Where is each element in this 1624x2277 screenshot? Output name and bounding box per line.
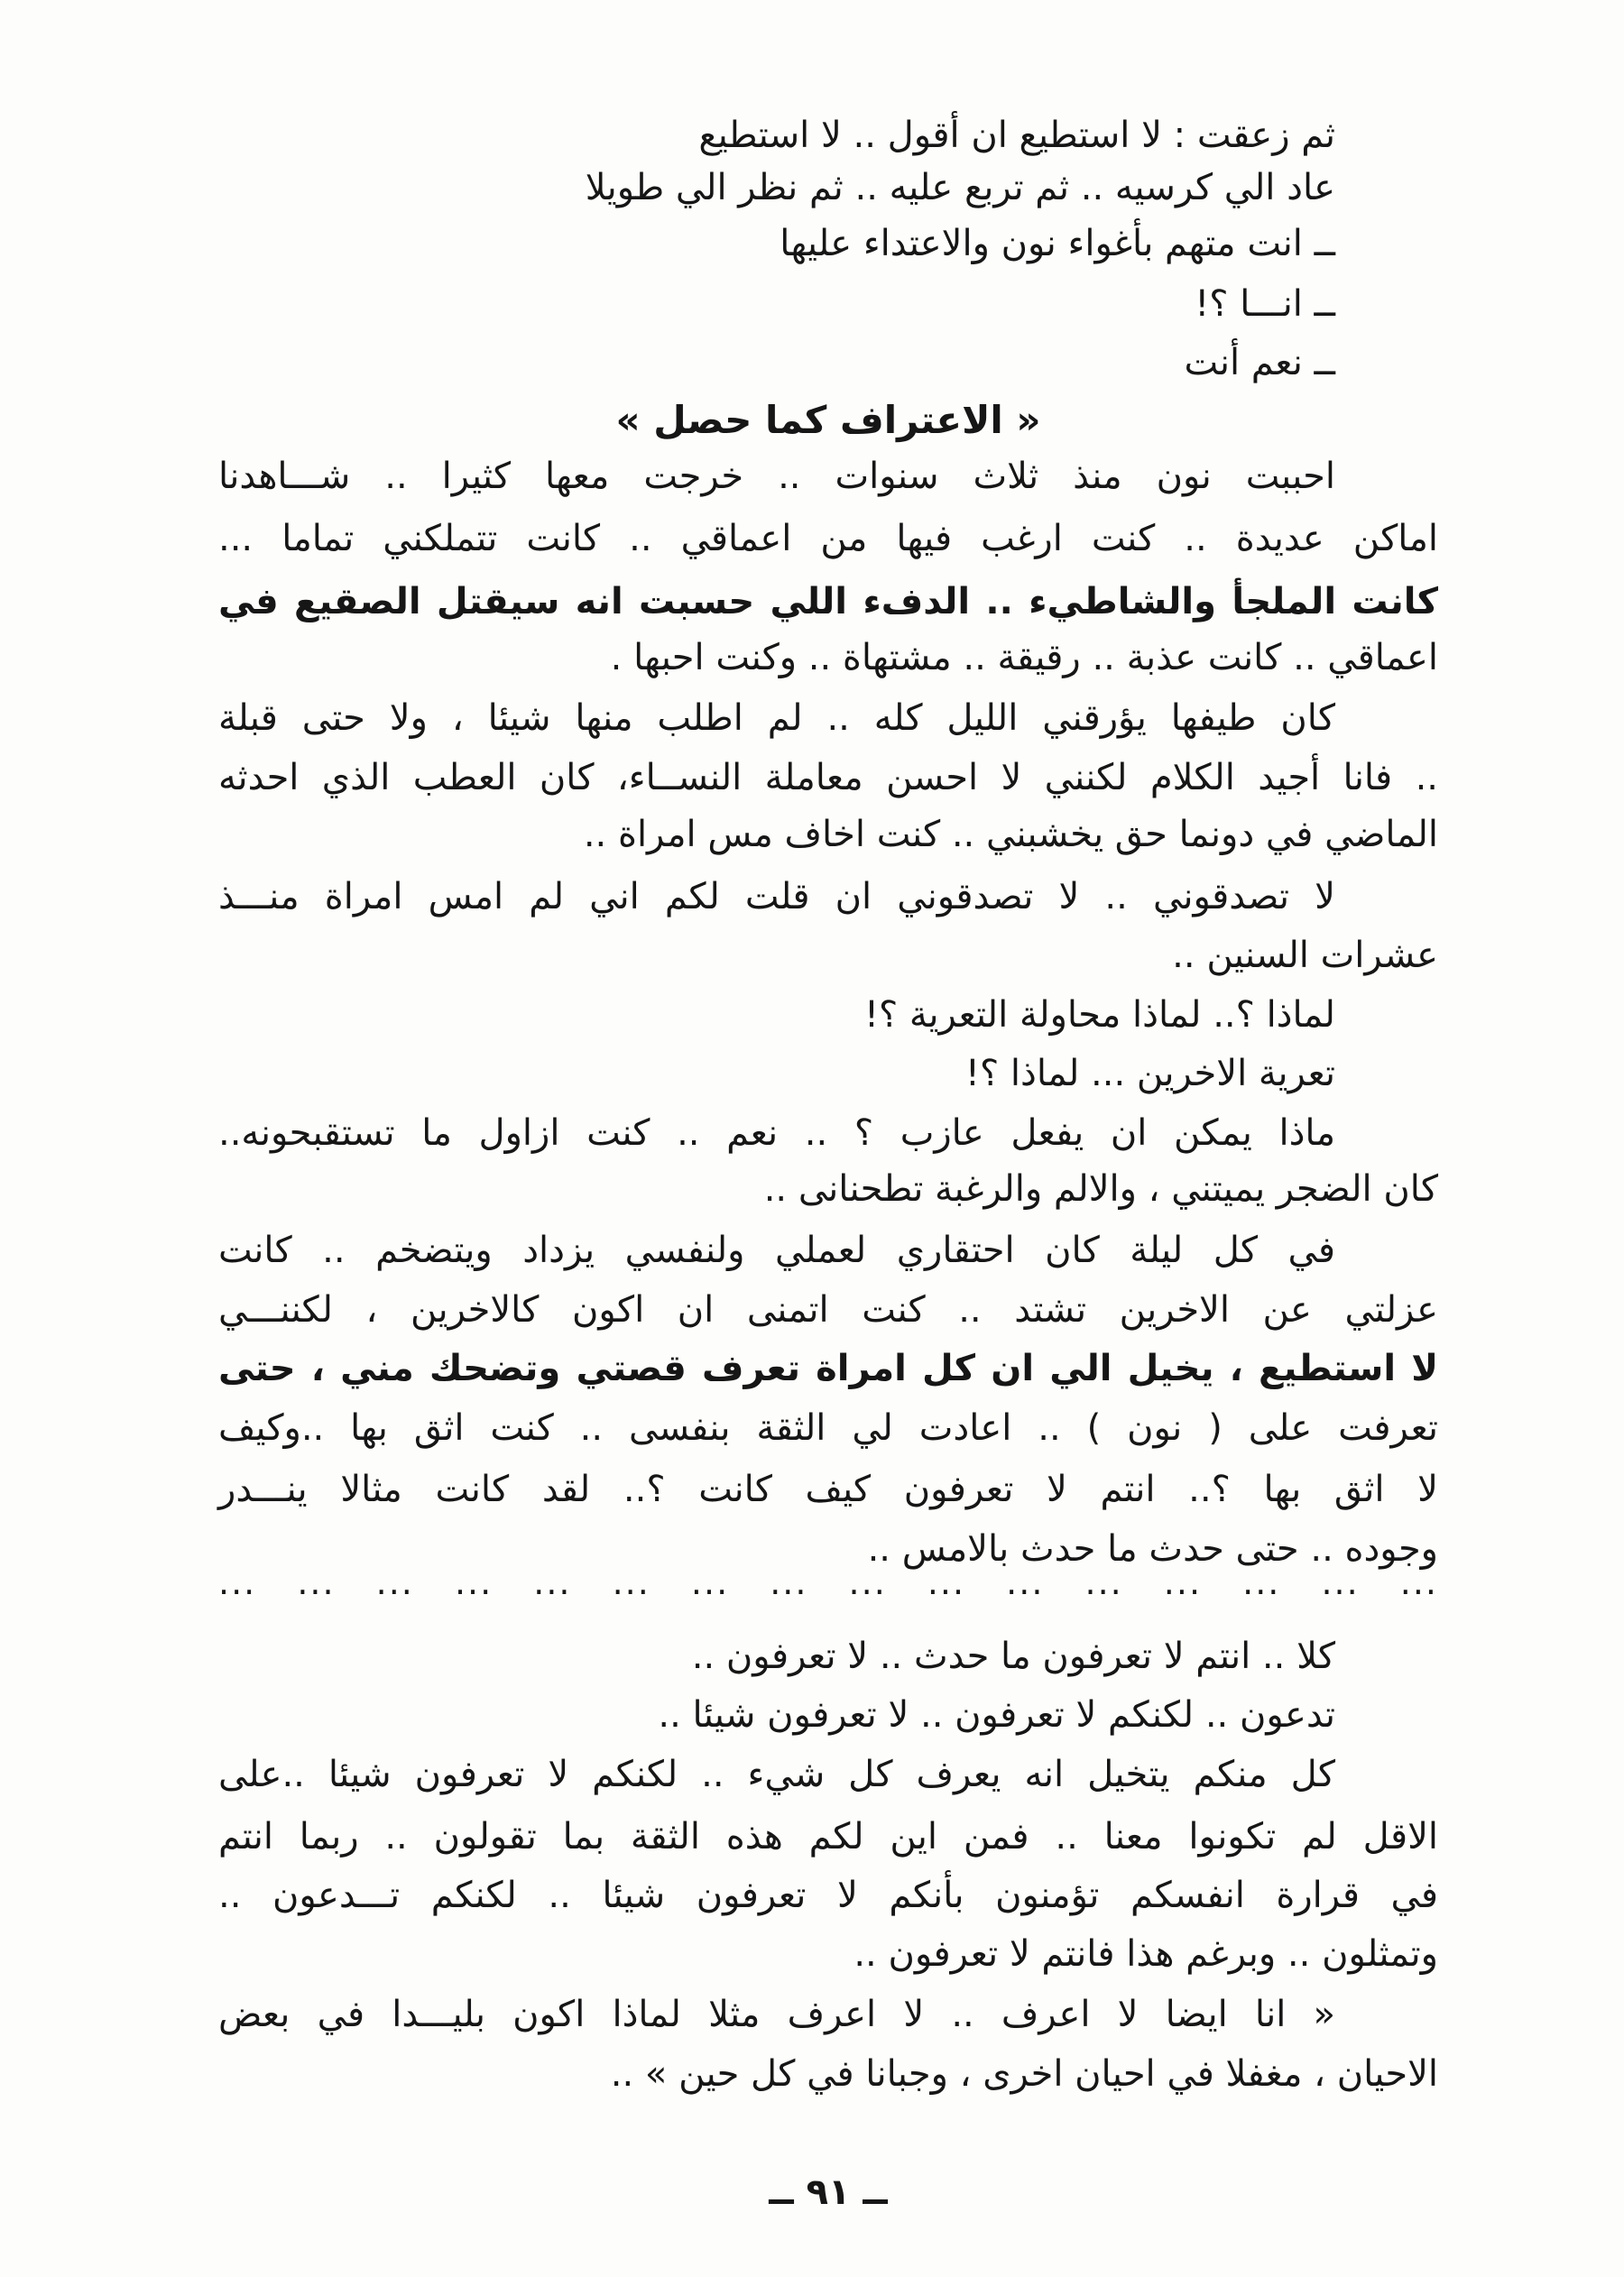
text-line: اعماقي .. كانت عذبة .. رقيقة .. مشتهاة .. وكنت احبها . [610,637,1438,678]
text-line: عشرات السنين .. [1172,935,1438,976]
text-line: عزلتي عن الاخرين تشتد .. كنت اتمنى ان اكون كالاخرين ، لكننـــي [218,1289,1438,1331]
text-line: ماذا يمكن ان يفعل عازب ؟ .. نعم .. كنت ازاول ما تستقبحونه.. [218,1112,1335,1154]
text-line: في كل ليلة كان احتقاري لعملي ولنفسي يزداد ويتضخم .. كانت [218,1230,1335,1271]
dotted-separator: ... ... ... ... ... ... ... ... ... ... ... ... ... ... ... ... [218,1563,1438,1602]
text-line: لا تصدقوني .. لا تصدقوني ان قلت لكم اني لم امس امراة منـــذ [218,876,1335,917]
text-line: .. فانا أجيد الكلام لكنني لا احسن معاملة النســاء، كان العطب الذي احدثه [218,757,1438,798]
page-number: ــ ٩١ ــ [769,2171,888,2213]
text-line: ــ انت متهم بأغواء نون والاعتداء عليها [780,223,1335,264]
text-line: وجوده .. حتى حدث ما حدث بالامس .. [867,1528,1438,1570]
text-line: كانت الملجأ والشاطيء .. الدفء اللي حسبت انه سيقتل الصقيع في [218,581,1438,622]
text-line: كلا .. انتم لا تعرفون ما حدث .. لا تعرفون .. [691,1636,1335,1677]
section-heading: « الاعتراف كما حصل » [615,398,1041,442]
text-line: لا استطيع ، يخيل الي ان كل امراة تعرف قصتي وتضحك مني ، حتى [218,1348,1438,1389]
text-line: لا اثق بها ؟.. انتم لا تعرفون كيف كانت ؟.. لقد كانت مثالا ينـــدر [218,1469,1438,1510]
text-line: الاحيان ، مغفلا في احيان اخرى ، وجبانا في كل حين » .. [610,2053,1438,2095]
text-line: وتمثلون .. وبرغم هذا فانتم لا تعرفون .. [854,1933,1438,1975]
text-line: « انا ايضا لا اعرف .. لا اعرف مثلا لماذا اكون بليـــدا في بعض [218,1994,1335,2035]
text-line: عاد الي كرسيه .. ثم تربع عليه .. ثم نظر الي طويلا [585,167,1335,208]
text-line: ــ نعم أنت [1184,342,1335,383]
text-line: ــ انـــا ؟! [1195,283,1335,325]
text-line: تدعون .. لكنكم لا تعرفون .. لا تعرفون شيئا .. [658,1694,1335,1736]
text-line: كان الضجر يميتني ، والالم والرغبة تطحنانى .. [763,1168,1438,1210]
text-line: تعرفت على ( نون ) .. اعادت لي الثقة بنفسى .. كنت اثق بها ..وكيف [218,1407,1438,1449]
text-line: الماضي في دونما حق يخشبني .. كنت اخاف مس امراة .. [583,814,1438,855]
text-line: اماكن عديدة .. كنت ارغب فيها من اعماقي .. كانت تتملكني تماما ... [218,518,1438,559]
text-line: احببت نون منذ ثلاث سنوات .. خرجت معها كثيرا .. شـــاهدنا [218,456,1335,497]
text-line: لماذا ؟.. لماذا محاولة التعرية ؟! [863,994,1335,1036]
text-line: تعرية الاخرين ... لماذا ؟! [964,1053,1335,1094]
text-line: في قرارة انفسكم تؤمنون بأنكم لا تعرفون شيئا .. لكنكم تـــدعون .. [218,1875,1438,1916]
text-line: كل منكم يتخيل انه يعرف كل شيء .. لكنكم لا تعرفون شيئا ..على [218,1754,1335,1795]
text-line: كان طيفها يؤرقني الليل كله .. لم اطلب منها شيئا ، ولا حتى قبلة [218,697,1335,739]
text-line: الاقل لم تكونوا معنا .. فمن اين لكم هذه الثقة بما تقولون .. ربما انتم [218,1816,1438,1858]
text-line: ثم زعقت : لا استطيع ان أقول .. لا استطيع [698,115,1335,156]
